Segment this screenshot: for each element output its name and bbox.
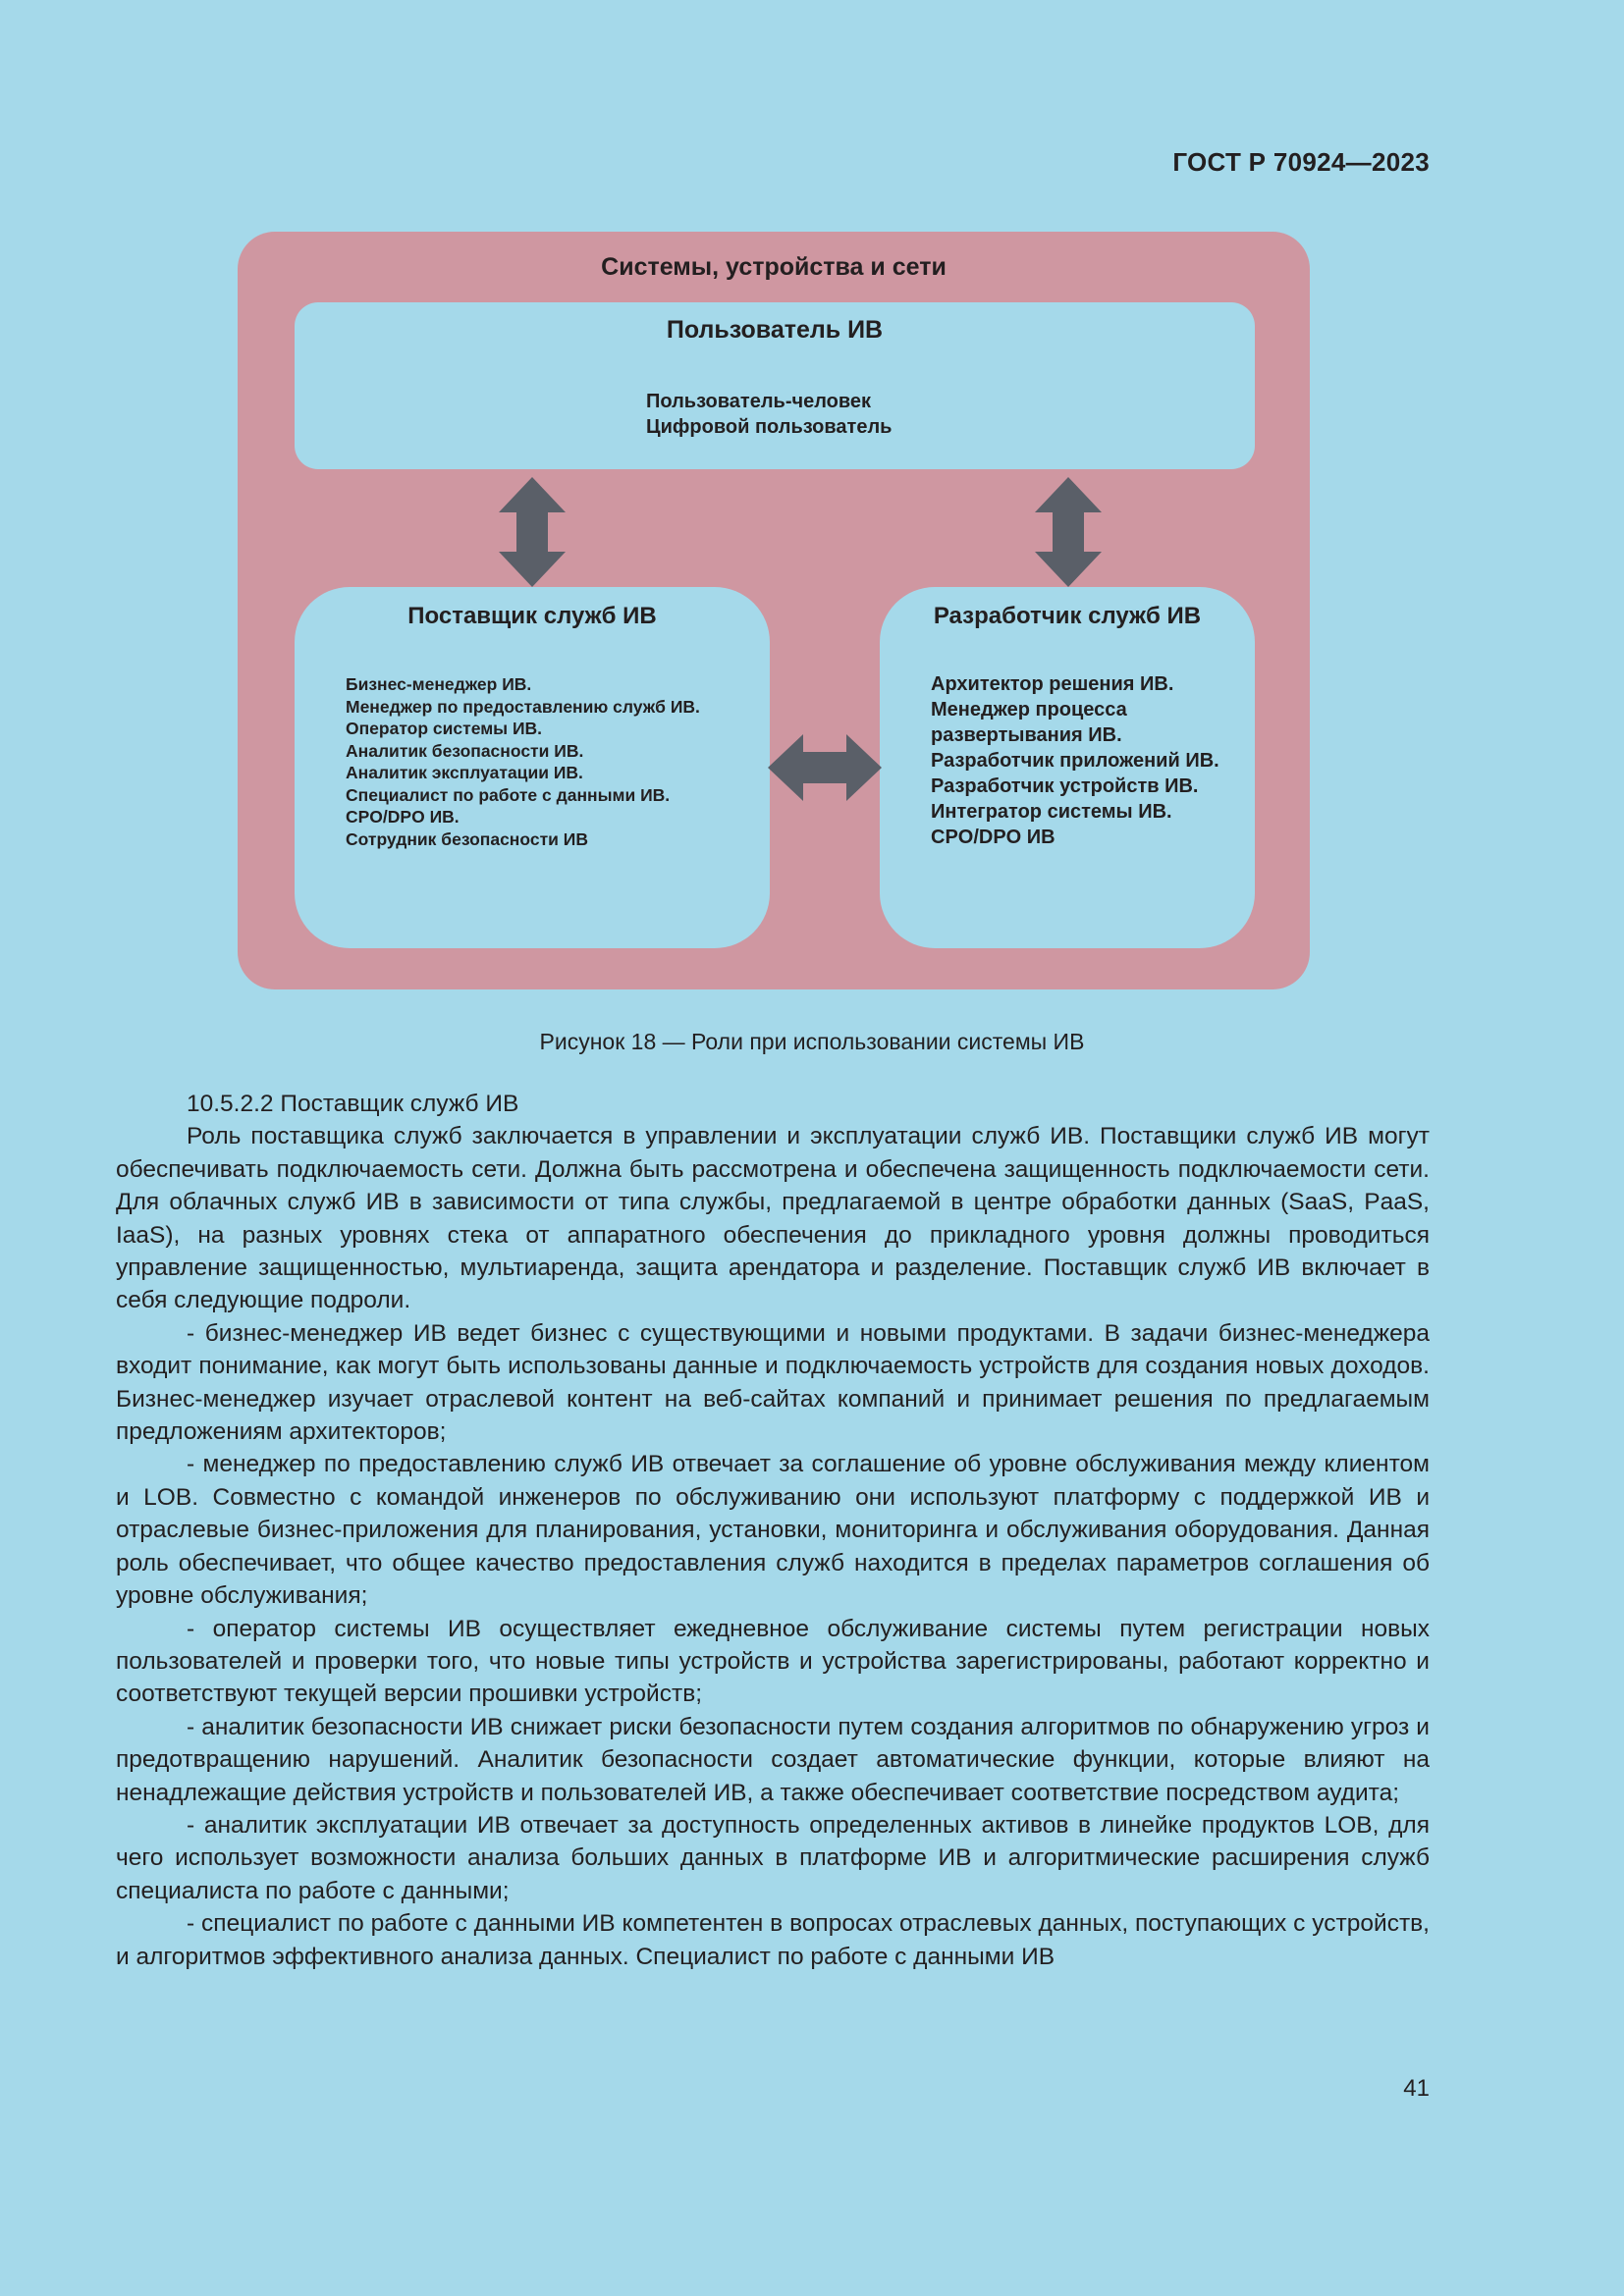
list-item: Менеджер процесса: [931, 699, 1127, 721]
list-item: CPO/DPO ИВ: [931, 827, 1056, 848]
provider-box-list: [346, 673, 700, 850]
developer-box: [880, 587, 1255, 948]
list-item: Разработчик приложений ИВ.: [931, 750, 1219, 772]
document-header: ГОСТ Р 70924—2023: [1172, 147, 1430, 177]
paragraph: - специалист по работе с данными ИВ компетентен в вопросах отраслевых данных, поступающих с устройств, и алгоритмов эффективного анализа данных. Специалист по работе с данными ИВ: [116, 1910, 1430, 1970]
developer-box-title: Разработчик служб ИВ: [933, 603, 1202, 629]
list-item: Цифровой пользователь: [646, 416, 893, 438]
list-item: CPO/DPO ИВ.: [346, 807, 460, 827]
paragraph: - аналитик безопасности ИВ снижает риски безопасности путем создания алгоритмов по обнаружению угроз и предотвращению нарушений. Аналитик безопасности создает автоматические функции, которые влияют на ненадлежащие действия устройств и пользователей ИВ, а также обеспечивает соответствие посредством аудита;: [116, 1713, 1430, 1806]
roles-diagram: [238, 232, 1310, 989]
provider-box-title: Поставщик служб ИВ: [407, 603, 657, 629]
list-item: Оператор системы ИВ.: [346, 719, 543, 738]
list-item: Пользователь-человек: [646, 391, 872, 412]
developer-box-list: [931, 671, 1219, 850]
section-heading: 10.5.2.2 Поставщик служб ИВ: [187, 1091, 519, 1117]
list-item: Аналитик эксплуатации ИВ.: [346, 763, 583, 782]
list-item: Сотрудник безопасности ИВ: [346, 828, 588, 849]
list-item: Аналитик безопасности ИВ.: [346, 740, 584, 761]
list-item: Архитектор решения ИВ.: [931, 673, 1174, 695]
list-item: Менеджер по предоставлению служб ИВ.: [346, 696, 700, 717]
section-body: [116, 1088, 1430, 1973]
paragraph: - оператор системы ИВ осуществляет ежедневное обслуживание системы путем регистрации новых пользователей и проверки того, что новые типы устройств и устройства зарегистрированы, работают корректно и соответствуют текущей версии прошивки устройств;: [116, 1615, 1430, 1708]
page-number: 41: [1403, 2075, 1430, 2102]
paragraph: Роль поставщика служб заключается в управлении и эксплуатации служб ИВ. Поставщики служб ИВ могут обеспечивать подключаемость сети. Должна быть рассмотрена и обеспечена защищенность подключаемости сети. Для облачных служб ИВ в зависимости от типа службы, предлагаемой в центре обработки данных (SaaS, PaaS, IaaS), на разных уровнях стека от аппаратного обеспечения до прикладного уровня должны проводиться управление защищенностью, мультиаренда, защита арендатора и разделение. Поставщик служб ИВ включает в себя следующие подроли.: [116, 1123, 1430, 1314]
figure-caption: Рисунок 18 — Роли при использовании системы ИВ: [539, 1029, 1085, 1054]
provider-box: [295, 587, 770, 948]
double-arrow-vertical-left-icon: [497, 477, 568, 587]
list-item: Разработчик устройств ИВ.: [931, 775, 1199, 797]
user-box-list: [646, 389, 892, 440]
double-arrow-horizontal-icon: [768, 732, 882, 803]
user-box-title: Пользователь ИВ: [666, 316, 884, 344]
list-item: развертывания ИВ.: [931, 724, 1122, 746]
paragraph: - бизнес-менеджер ИВ ведет бизнес с существующими и новыми продуктами. В задачи бизнес-менеджера входит понимание, как могут быть использованы данные и подключаемость устройств для создания новых доходов. Бизнес-менеджер изучает отраслевой контент на веб-сайтах компаний и принимает решения по предлагаемым предложениям архитекторов;: [116, 1319, 1430, 1446]
user-box: [295, 302, 1255, 469]
list-item: Интегратор системы ИВ.: [931, 801, 1172, 823]
list-item: Бизнес-менеджер ИВ.: [346, 674, 532, 694]
list-item: Специалист по работе с данными ИВ.: [346, 784, 671, 805]
paragraph: - менеджер по предоставлению служб ИВ отвечает за соглашение об уровне обслуживания между клиентом и LOB. Совместно с командой инженеров по обслуживанию они используют платформу с поддержкой ИВ и отраслевые бизнес-приложения для планирования, установки, мониторинга и обслуживания оборудования. Данная роль обеспечивает, что общее качество предоставления служб находится в пределах параметров соглашения об уровне обслуживания;: [116, 1451, 1430, 1610]
paragraph: - аналитик эксплуатации ИВ отвечает за доступность определенных активов в линейке продуктов LOB, для чего использует возможности анализа больших данных в платформе ИВ и алгоритмические расширения служб специалиста по работе с данными;: [116, 1811, 1430, 1904]
double-arrow-vertical-right-icon: [1033, 477, 1104, 587]
diagram-outer-title: Системы, устройства и сети: [601, 253, 947, 281]
